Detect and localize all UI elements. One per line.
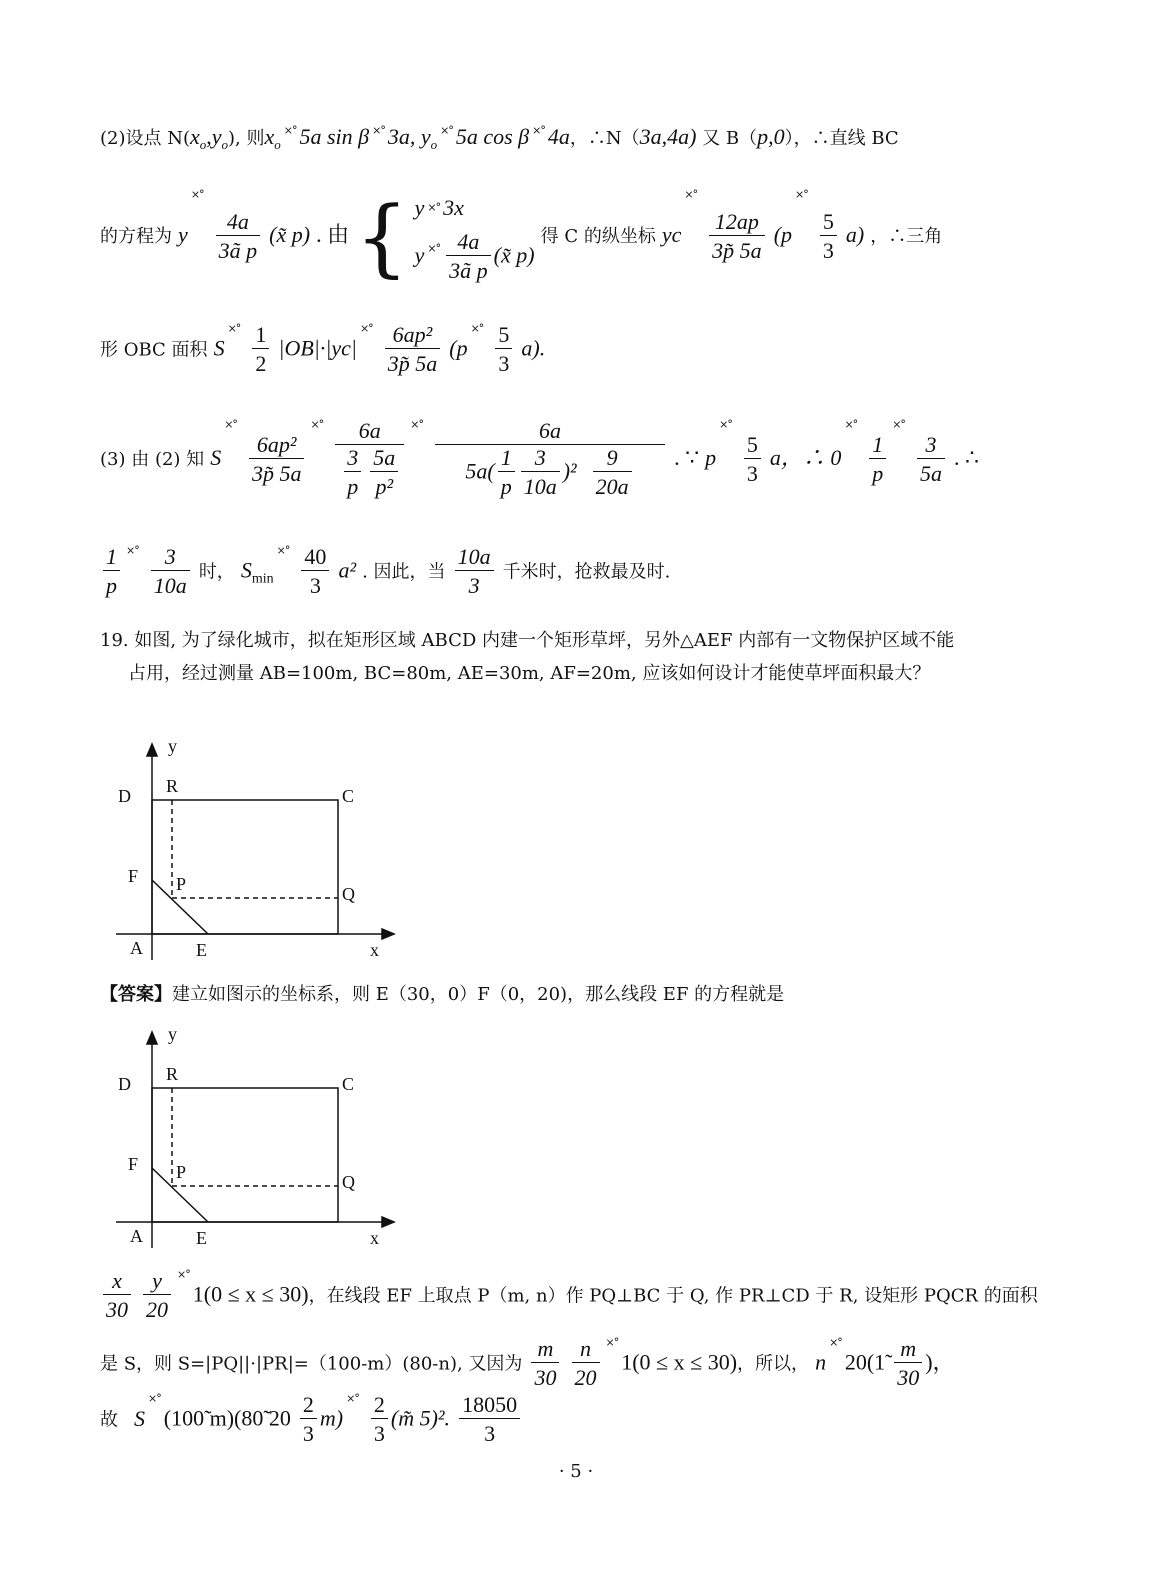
label-y: y	[168, 736, 177, 756]
label-x: x	[370, 940, 379, 960]
question-19: 19. 如图, 为了绿化城市，拟在矩形区域 ABCD 内建一个矩形草坪，另外△AEF 内部有一文物保护区域不能 占用，经过测量 AB=100m, BC=80m, AE=30m, AF=20m, 应该如何设计才能使草坪面积最大？	[100, 630, 955, 684]
final-line: 故 S×°(100̃ m)(80̃ 20 $\frac{2}{3}$ m)×° $\frac{2}{3}$ (m̃ 5)². $\frac{18050}{3}$	[100, 1392, 523, 1449]
label-y: y	[168, 1024, 177, 1044]
label-C: C	[342, 1074, 355, 1094]
part3-line2: $\frac{1}{p}$ ×° $\frac{3}{10a}$ 时， $S_{min}^{\times^\circ}$ $\frac{40}{3}$ a² . 因此，当 $\frac{10a}{3}$ 千米时，抢救最及时.	[100, 544, 670, 601]
label-R: R	[166, 1064, 179, 1084]
label-Q: Q	[342, 884, 355, 904]
figure-1	[108, 730, 408, 970]
label-P: P	[176, 874, 187, 894]
part3-line1: (3) 由 (2) 知 S×° $\frac{\text{6ap²}}{3p̃ 5a}$ ×° 6a $\frac{3}{p}$ $\frac{5a}{\text{p²}}$ ×° 6a 5a( $\frac{1}{p}$ $\frac{3}{10a}$ )² $\frac{9}{20a}$ . ∵ p×° $\frac{5}{3}$ a，∴ 0×° $\frac{1}{p}$ ×° $\frac{3}{5a}$ . ∴	[100, 418, 980, 499]
area-line: 是 S，则 S=|PQ||·|PR|=（100-m）(80-n), 又因为 $\frac{m}{30}$ $\frac{n}{20}$ ×°1(0 ≤ x ≤ 30)，所以， n×°20(1̃ $\frac{m}{30}$ )，	[100, 1336, 955, 1390]
part2-line3: 形 OBC 面积 S×° $\frac{1}{2}$ |OB|·|yc|×° $\frac{\text{6ap²}}{3p̃ 5a}$ (p×° $\frac{5}{3}$ a).	[100, 322, 546, 376]
part2-line1: (2)设点 $N(x_o,y_o)$, 则$x_o^{\times^\circ}$ 5a sin β ×° 3a, $y_o^{\times^\circ}$ 5a cos β ×° 4a，∴N（3a,4a) 又 B（p,0），∴直线 BC	[100, 124, 899, 152]
label-D: D	[118, 1074, 131, 1094]
part2-line2: 的方程为 y×° $\frac{4a}{3ã p}$ (x̃ p) . 由 { y ×° 3x y ×° $\frac{4a}{3ã p}$ (x̃ p) 得 C 的纵坐标 yc×° $\frac{12ap}{3p̃ 5a}$ (p×° $\frac{5}{3}$ a) ，∴三角	[100, 188, 943, 286]
label-F: F	[128, 866, 139, 886]
label-F: F	[128, 1154, 139, 1174]
label-D: D	[118, 786, 131, 806]
label-A: A	[130, 1226, 143, 1246]
fraction: $\frac{4a}{3ã p}$	[216, 209, 261, 266]
label-A: A	[130, 938, 143, 958]
label-C: C	[342, 786, 355, 806]
label-x: x	[370, 1228, 379, 1248]
system-brace: {	[355, 188, 409, 286]
ef-equation-line: $\frac{x}{30}$ $\frac{y}{20}$ ×°1(0 ≤ x ≤ 30)，在线段 EF 上取点 P（m, n）作 PQ⊥BC 于 Q, 作 PR⊥CD 于 R, 设矩形 PQCR 的面积	[100, 1268, 1038, 1325]
label-E: E	[196, 1228, 207, 1248]
equation-system: y ×° 3x y ×° $\frac{4a}{3ã p}$ (x̃ p)	[414, 195, 535, 283]
label-R: R	[166, 776, 179, 796]
page-number: · 5 ·	[558, 1461, 594, 1482]
label-E: E	[196, 940, 207, 960]
label-Q: Q	[342, 1172, 355, 1192]
label-P: P	[176, 1162, 187, 1182]
figure-2	[108, 1018, 408, 1258]
answer-line: 【答案】建立如图示的坐标系，则 E（30，0）F（0，20)，那么线段 EF 的方程就是	[100, 984, 785, 1005]
